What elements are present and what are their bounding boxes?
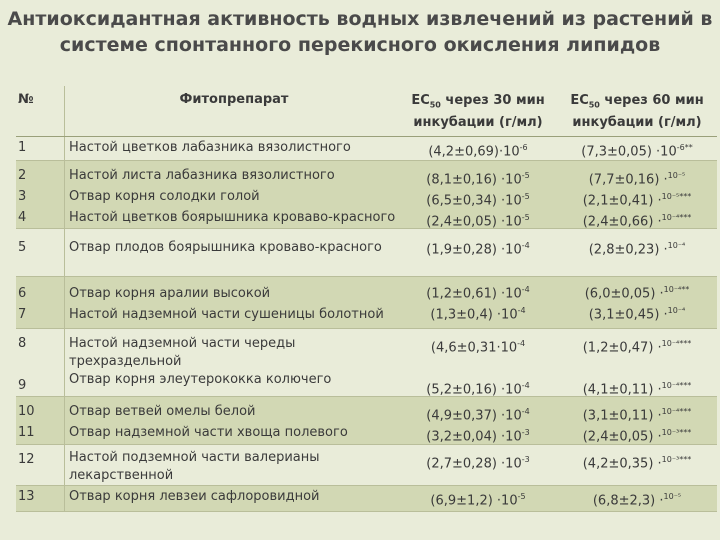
table-row: 2 3 4 Настой листа лабазника вязолистного Отвар корня солодки голой Настой цветков боярышника кроваво-красного $(8,1\pm 0,16) \cdot 10^{-5}$ $(6,5\pm 0,34) \cdot 10^{-5}$ $(2,4\pm 0,05) \cdot 10^{-5}$ (7,7±0,16) ·$^{10^{-5}}$ (2,1±0,41) ·$^{10^{-5}***}$ (2,4±0,66) ·$^{10^{-4}***}$ xyxy=(16,160,717,228)
table-row: 10 11 Отвар ветвей омелы белой Отвар надземной части хвоща полевого $(4,9\pm 0,37) \cdot 10^{-4}$ $(3,2\pm 0,04) \cdot 10^{-3}$ (3,1±0,11) ·$^{10^{-4}***}$ (2,4±0,05) ·$^{10^{-3}***}$ xyxy=(16,396,717,444)
table-row: 8 9 Настой надземной части череды трехраздельной Отвар корня элеутерококка колючего ($4,6\pm 0,31\cdot 10^{-4}$ $(5,2\pm 0,16) \cdot 10^{-4}$ (1,2±0,47) ·$^{10^{-4}***}$ (4,1±0,11) ·$^{10^{-4}***}$ xyxy=(16,328,717,396)
header-num: № xyxy=(16,86,65,136)
table-row xyxy=(16,136,717,160)
row-ec30: $(4,2\pm 0,69)\cdot 10^{-6}$ xyxy=(428,142,528,159)
title-line-2: системе спонтанного перекисного окисления липидов xyxy=(59,34,661,56)
title-line-1: Антиоксидантная активность водных извлечений из растений в xyxy=(7,8,713,30)
header-drug: Фитопрепарат xyxy=(65,86,400,136)
row-ec60: $(7,3\pm 0,05) \cdot 10^{-6**}$ xyxy=(581,142,693,159)
slide-title xyxy=(0,6,720,58)
table-row: 13 Отвар корня левзеи сафлоровидной $(6,9\pm 1,2) \cdot 10^{-5}$ (6,8±2,3) ·$^{10^{-5}}$ xyxy=(16,485,717,511)
table-row: 6 7 Отвар корня аралии высокой Настой надземной части сушеницы болотной $(1,2\pm 0,61) \cdot 10^{-4}$ $(1,3\pm 0,4) \cdot 10^{-4}$ (6,0±0,05) ·$^{10^{-4}**}$ (3,1±0,45) ·$^{10^{-4}}$ xyxy=(16,276,717,328)
header-ec30: $EC_{50}$ через 30 мин инкубации (г/мл) xyxy=(399,86,557,136)
table-header-row xyxy=(16,86,717,136)
results-table xyxy=(16,86,717,512)
row-num: 1 xyxy=(18,139,27,155)
table-row: 5 Отвар плодов боярышника кроваво-красного $(1,9\pm 0,28) \cdot 10^{-4}$ (2,8±0,23) ·$^{10^{-4}}$ xyxy=(16,228,717,276)
row-name: Настой цветков лабазника вязолистного xyxy=(69,139,351,155)
table-row: 12 Настой подземной части валерианы лекарственной $(2,7\pm 0,28) \cdot 10^{-3}$ (4,2±0,35) ·$^{10^{-3}***}$ xyxy=(16,444,717,485)
header-ec60: $EC_{50}$ через 60 мин инкубации (г/мл) xyxy=(557,86,717,136)
